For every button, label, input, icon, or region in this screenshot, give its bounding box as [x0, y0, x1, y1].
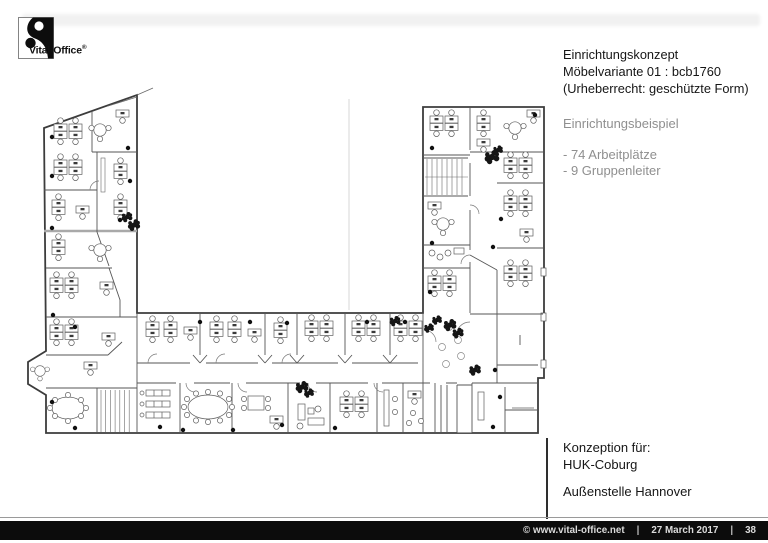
client-label: Konzeption für: [563, 440, 651, 455]
footer-date: 27 March 2017 [651, 525, 719, 536]
concept-note-line2: Möbelvariante 01 : bcb1760 [563, 64, 721, 79]
footer-separator: | [636, 525, 640, 536]
registered-mark: ® [81, 44, 87, 51]
footer-copyright: © www.vital-office.net [523, 525, 625, 536]
example-item-groupleaders: - 9 Gruppenleiter [563, 162, 661, 178]
concept-note-line3: (Urheberrecht: geschützte Form) [563, 81, 749, 96]
footer-separator: | [730, 525, 734, 536]
client-location: Außenstelle Hannover [563, 484, 692, 499]
example-heading: Einrichtungsbeispiel [563, 116, 679, 131]
concept-note-line1: Einrichtungskonzept [563, 47, 679, 62]
example-item-workplaces: - 74 Arbeitplätze [563, 147, 657, 162]
building-outline [28, 88, 546, 433]
footer-page-number: 38 [745, 525, 756, 536]
logo-wordmark: Vital-Office® [29, 44, 87, 57]
client-name: HUK-Coburg [563, 457, 638, 472]
